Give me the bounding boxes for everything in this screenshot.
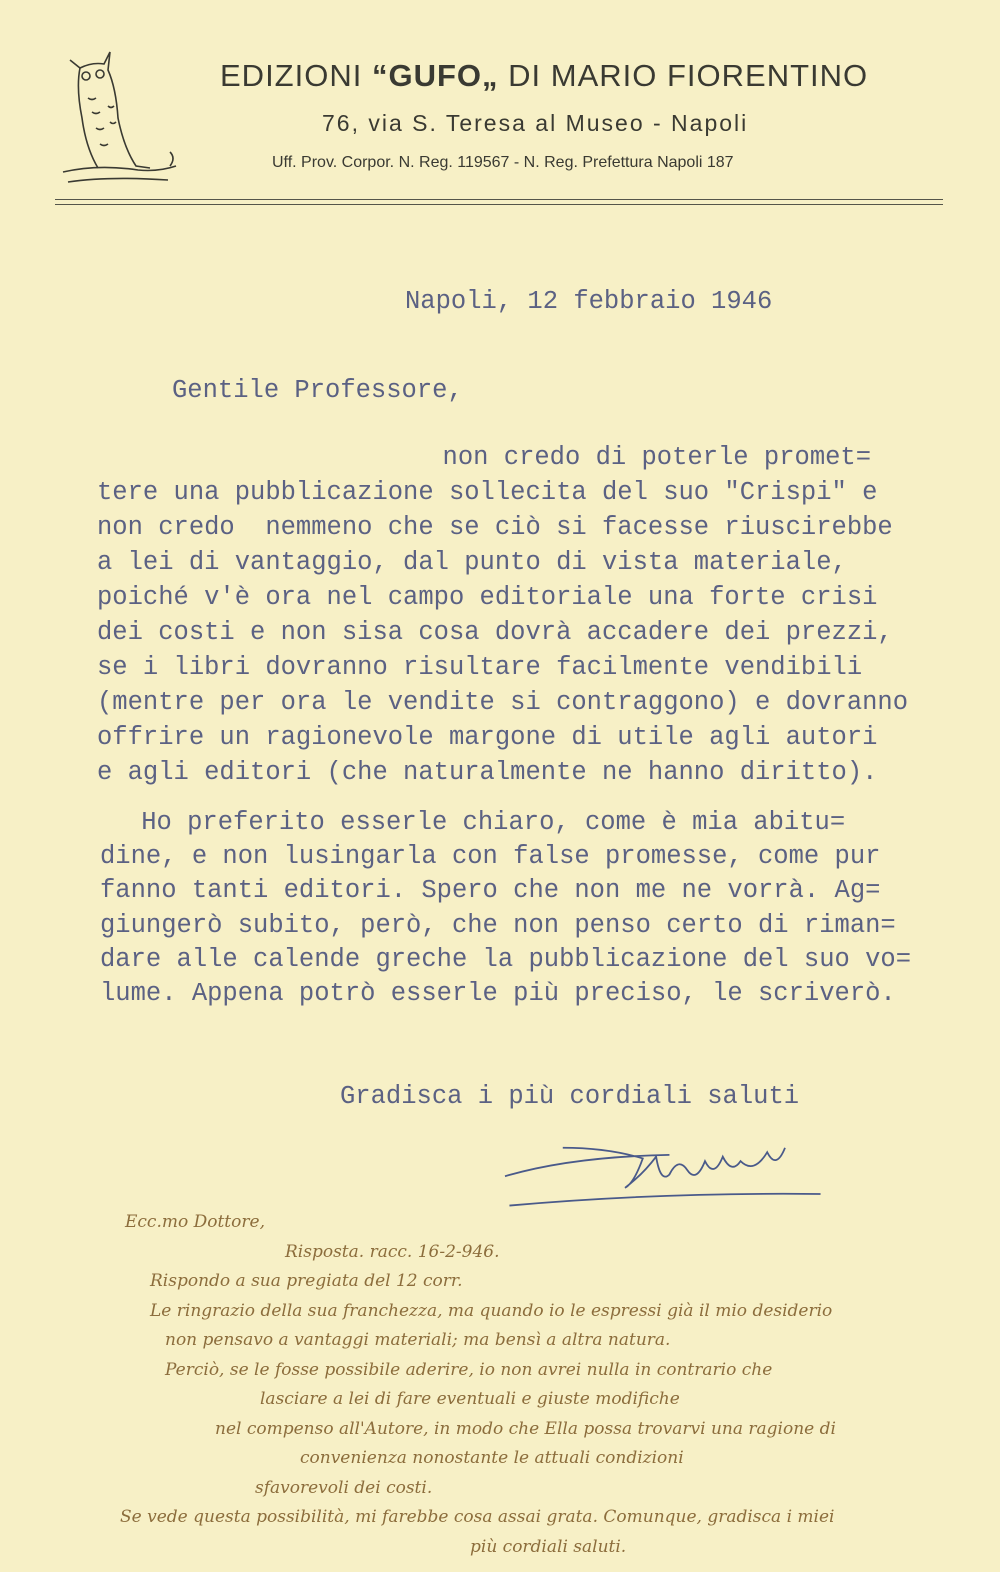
divider [55, 199, 943, 200]
registration-info: Uff. Prov. Corpor. N. Reg. 119567 - N. Reg. Prefettura Napoli 187 [272, 154, 734, 171]
handwritten-note-line: convenienza nonostante le attuali condizioni [300, 1448, 684, 1468]
body-line: poiché v'è ora nel campo editoriale una forte crisi [97, 583, 878, 612]
publisher-address: 76, via S. Teresa al Museo - Napoli [322, 110, 749, 136]
closing: Gradisca i più cordiali saluti [340, 1082, 800, 1111]
salutation: Gentile Professore, [172, 376, 463, 405]
body-line: offrire un ragionevole margone di utile agli autori [97, 723, 878, 752]
publisher-suffix: DI MARIO FIORENTINO [508, 58, 869, 93]
handwritten-note-line: Perciò, se le fosse possibile aderire, io non avrei nulla in contrario che [165, 1359, 773, 1380]
body-line: lume. Appena potrò esserle più preciso, le scriverò. [100, 979, 896, 1008]
owl-logo [58, 48, 188, 188]
body-line: a lei di vantaggio, dal punto di vista materiale, [97, 548, 847, 577]
body-line: Ho preferito esserle chiaro, come è mia abitu= [80, 808, 846, 837]
handwritten-note-line: lasciare a lei di fare eventuali e giuste modifiche [260, 1389, 680, 1409]
body-line: e agli editori (che naturalmente ne hanno diritto). [97, 758, 878, 787]
body-line: (mentre per ora le vendite si contraggono) e dovranno [97, 688, 909, 717]
body-line: fanno tanti editori. Spero che non me ne vorrà. Ag= [100, 876, 881, 906]
letter-date: Napoli, 12 febbraio 1946 [405, 287, 773, 316]
handwritten-note-line: non pensavo a vantaggi materiali; ma bensì a altra natura. [165, 1330, 671, 1350]
body-line: se i libri dovranno risultare facilmente vendibili [97, 653, 863, 682]
handwritten-note-line: Rispondo a sua pregiata del 12 corr. [150, 1271, 463, 1291]
handwritten-note-line: nel compenso all'Autore, in modo che Ella possa trovarvi una ragione di [215, 1418, 836, 1439]
publisher-brand: “GUFO„ [371, 58, 499, 93]
body-line: dare alle calende greche la pubblicazione del suo vo= [100, 944, 912, 974]
signature [480, 1130, 850, 1210]
body-line: dei costi e non sisa cosa dovrà accadere dei prezzi, [97, 618, 893, 647]
handwritten-note-line: Le ringrazio della sua franchezza, ma quando io le espressi già il mio desiderio [150, 1300, 833, 1321]
body-line: non credo di poterle promet= [60, 443, 872, 472]
divider [55, 204, 943, 205]
handwritten-note-line: più cordiali saluti. [470, 1536, 627, 1557]
handwritten-note-line: Ecc.mo Dottore, [125, 1212, 265, 1232]
body-line: tere una pubblicazione sollecita del suo "Crispi" e [97, 478, 878, 507]
handwritten-note-line: Se vede questa possibilità, mi farebbe cosa assai grata. Comunque, gradisca i miei [120, 1507, 835, 1527]
body-line: non credo nemmeno che se ciò si facesse riuscirebbe [97, 513, 893, 542]
handwritten-note-line: Risposta. racc. 16-2-946. [285, 1241, 500, 1262]
publisher-name [220, 58, 868, 94]
handwritten-note-line: sfavorevoli dei costi. [255, 1477, 433, 1498]
body-line: giungerò subito, però, che non penso certo di riman= [100, 910, 896, 940]
publisher-prefix: EDIZIONI [220, 58, 363, 93]
body-line: dine, e non lusingarla con false promesse, come pur [100, 842, 881, 872]
